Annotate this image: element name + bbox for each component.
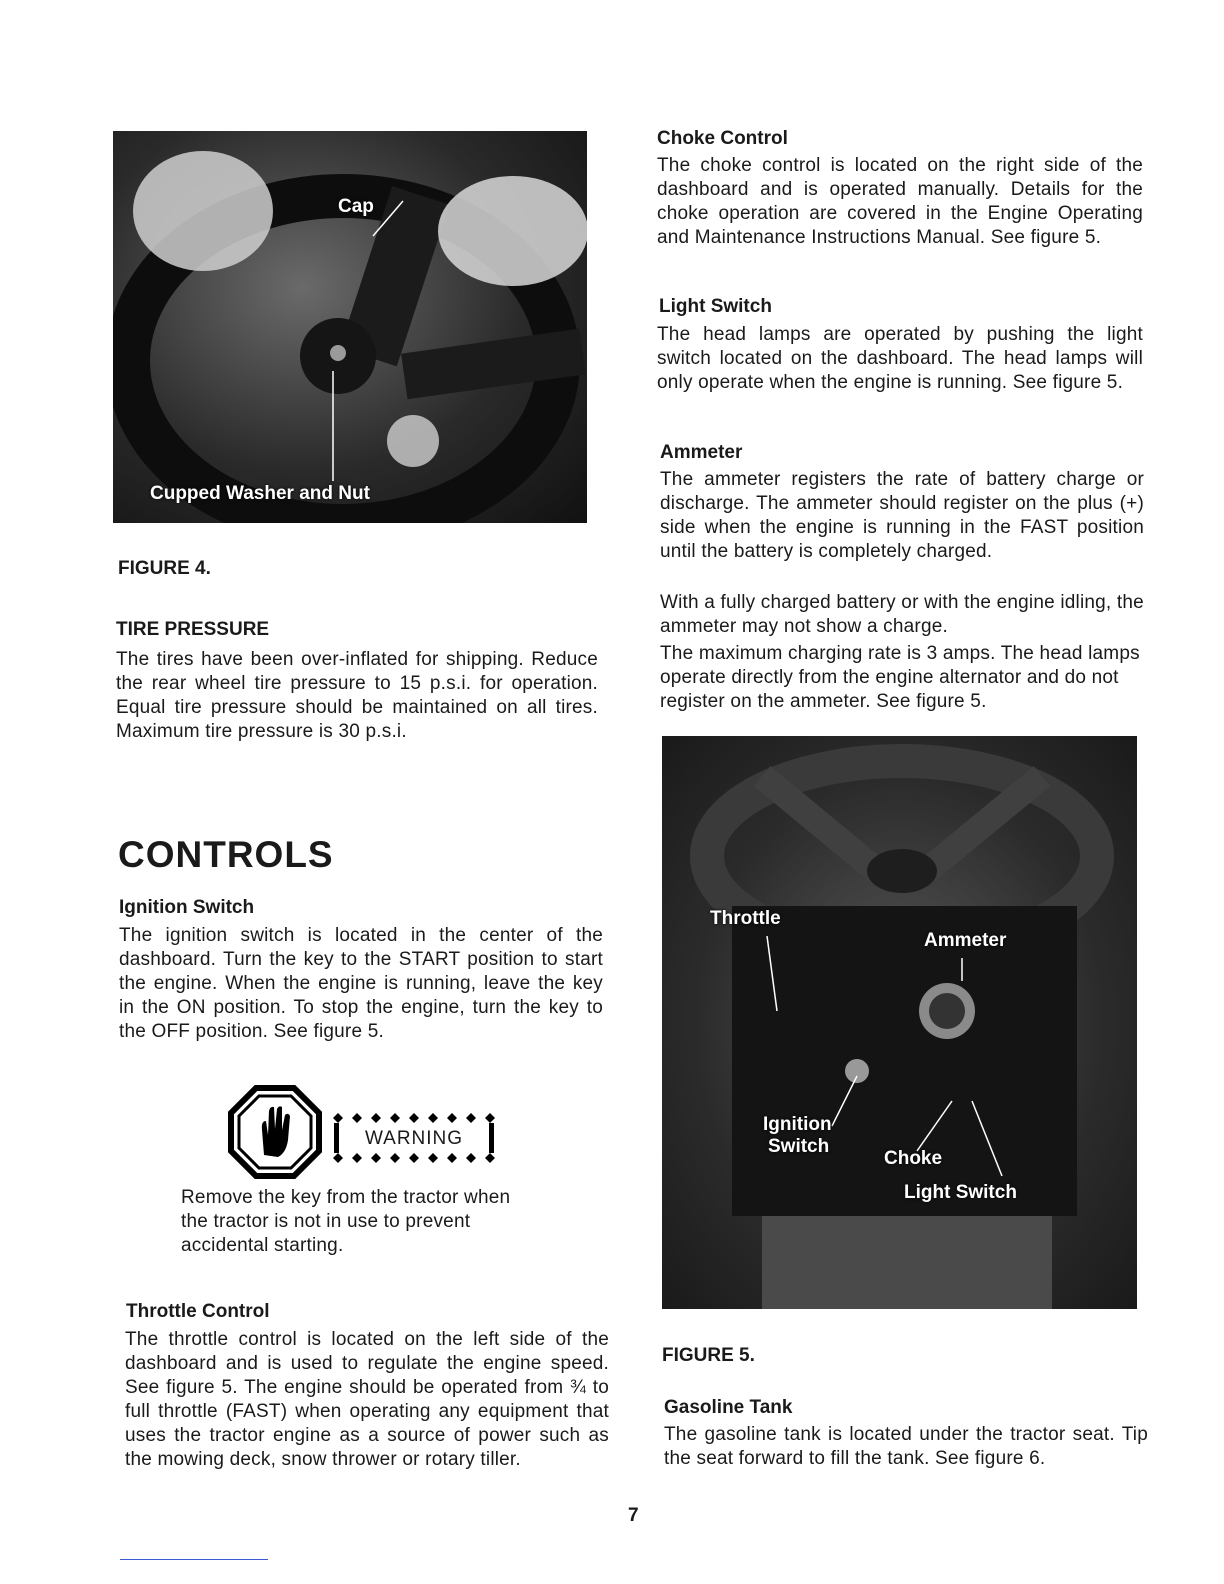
figure-5-caption: FIGURE 5.: [662, 1345, 755, 1366]
warning-banner: [330, 1111, 498, 1165]
figure-4-photo: [113, 131, 587, 523]
gasoline-tank-heading: Gasoline Tank: [664, 1397, 793, 1418]
gasoline-tank-text: The gasoline tank is located under the tractor seat. Tip the seat forward to fill the tank. See figure 6.: [664, 1424, 1148, 1469]
light-switch-heading: Light Switch: [659, 296, 772, 317]
ignition-label: Ignition: [763, 1114, 832, 1135]
ignition-switch-heading: Ignition Switch: [119, 897, 255, 918]
cap-label: Cap: [338, 196, 374, 217]
dashboard-illustration: [662, 736, 1137, 1309]
ignition-switch-text: The ignition switch is located in the center of the dashboard. Turn the key to the START position to start the engine. When the engine is running, leave the key in the ON position. To stop the engine, turn the key to the OFF position. See figure 5.: [119, 925, 603, 1042]
controls-title: CONTROLS: [118, 834, 334, 875]
warning-label: WARNING: [364, 1128, 464, 1149]
stop-hand-icon: [228, 1085, 322, 1179]
tire-pressure-text: The tires have been over-inflated for shipping. Reduce the rear wheel tire pressure to 15 p.s.i. for operation. Equal tire pressure should be maintained on all tires. Maximum tire pressure is 30 p.s.i.: [116, 649, 598, 742]
choke-control-heading: Choke Control: [657, 128, 788, 149]
ignition-switch-label: Switch: [768, 1136, 830, 1157]
cupped-washer-label: Cupped Washer and Nut: [150, 483, 370, 504]
light-switch-label: Light Switch: [904, 1182, 1017, 1203]
ammeter-text-2: With a fully charged battery or with the engine idling, the ammeter may not show a charge.: [660, 592, 1144, 637]
page-number: 7: [628, 1505, 639, 1526]
figure-4-caption: FIGURE 4.: [118, 558, 211, 579]
choke-label: Choke: [884, 1148, 943, 1169]
throttle-label: Throttle: [710, 908, 781, 929]
throttle-control-heading: Throttle Control: [126, 1301, 270, 1322]
steering-wheel-illustration: [113, 131, 587, 523]
footer-rule: [120, 1559, 268, 1560]
choke-control-text: The choke control is located on the right side of the dashboard and is operated manually. Details for the choke operation are covered in the Engine Operating and Maintenance Instructions Manual. See figure 5.: [657, 155, 1143, 248]
ammeter-text-1: The ammeter registers the rate of battery charge or discharge. The ammeter should register on the plus (+) side when the engine is running in the FAST position until the battery is completely charged.: [660, 469, 1144, 562]
warning-text: Remove the key from the tractor when the tractor is not in use to prevent accidental starting.: [181, 1187, 511, 1256]
throttle-control-text: The throttle control is located on the left side of the dashboard and is used to regulate the engine speed. See figure 5. The engine should be operated from ¾ to full throttle (FAST) when operating any equipment that uses the tractor engine as a source of power such as the mowing deck, snow thrower or rotary tiller.: [125, 1329, 609, 1470]
ammeter-text-3: The maximum charging rate is 3 amps. The head lamps operate directly from the engine alternator and do not register on the ammeter. See figure 5.: [660, 643, 1140, 712]
figure-5-photo: [662, 736, 1137, 1309]
tire-pressure-heading: TIRE PRESSURE: [116, 619, 270, 640]
ammeter-heading: Ammeter: [660, 442, 743, 463]
ammeter-label: Ammeter: [924, 930, 1007, 951]
light-switch-text: The head lamps are operated by pushing the light switch located on the dashboard. The head lamps will only operate when the engine is running. See figure 5.: [657, 324, 1143, 393]
